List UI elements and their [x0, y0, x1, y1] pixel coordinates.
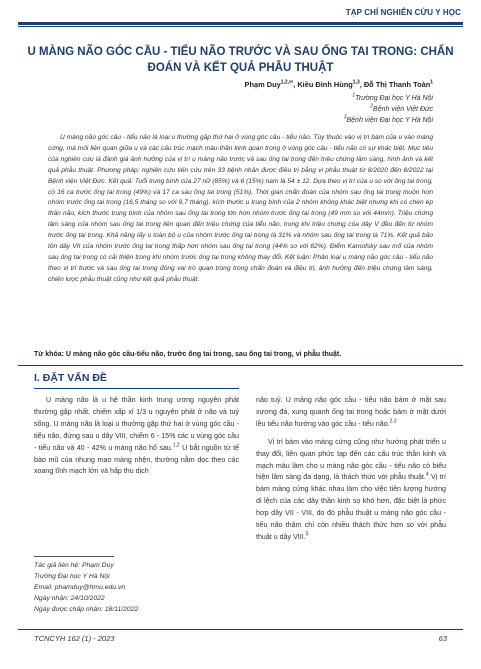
- footnote-line: Ngày nhận: 24/10/2022: [34, 595, 105, 603]
- body-paragraph: U màng não là u hệ thần kinh trung ương nguyên phát thường gặp nhất, chiếm xấp xỉ 1/3 u nguyên phát ở não và tuỷ sống. U màng não là loại u thường gặp thứ hai ở vùng góc cầu - tiểu não, đứng sau u dây VIII, chiếm 6 - 15% các u vùng góc cầu - tiểu não và 40 - 42% u màng não hố sau.$^{1,2}$ U bắt nguồn từ tế bào mũ của nhung mao màng nhện, thường nằm dọc theo các xoang tĩnh mạch lớn và hấp thu dịch: [34, 396, 239, 476]
- author-affiliation-mark: 1,3: [352, 79, 360, 86]
- footnote-line: Tác giả liên hệ: Phạm Duy: [34, 562, 114, 569]
- affiliation: $^2$Bệnh viện Việt Đức: [370, 103, 433, 113]
- body-paragraph: não tuỷ. U màng não góc cầu - tiểu não bám ở mặt sau xương đá, xung quanh ống tai trong hoặc bám ở mặt dưới lều tiểu não hướng vào góc cầu - tiểu não.$^{2,3}$: [256, 396, 446, 428]
- author-name: Phạm Duy: [244, 80, 281, 89]
- affiliation: $^3$Bệnh viện Đại học Y Hà Nội: [343, 114, 433, 124]
- article-title: U MÀNG NÃO GÓC CẦU - TIỂU NÃO TRƯỚC VÀ SAU ỐNG TAI TRONG: CHẨN ĐOÁN VÀ KẾT QUẢ PHẪU THUẬT: [27, 46, 454, 74]
- keywords-text: U màng não góc cầu-tiểu não, trước ống tai trong, sau ống tai trong, vi phẫu thuật.: [65, 351, 342, 358]
- affiliation-list: [344, 93, 433, 126]
- author-list: Phạm Duy$^{1,2,✉}$, Kiều Đình Hùng$^{1,3}$, Đỗ Thị Thanh Toàn$^1$: [244, 79, 433, 89]
- footer-journal: TCNCYH 162 (1) - 2023: [34, 634, 115, 643]
- footnote-line: Email: phamduy@hmu.edu.vn: [34, 584, 126, 592]
- author-affiliation-mark: 1: [430, 79, 433, 86]
- footer-rule: [18, 629, 463, 630]
- page-number: 63: [438, 634, 447, 643]
- citation: 5: [305, 531, 309, 538]
- body-column-right: [256, 395, 446, 550]
- footnote-rule: [34, 556, 114, 557]
- corresponding-author-footnote: [34, 560, 138, 615]
- keywords-label: Từ khóa:: [34, 351, 64, 358]
- keywords-rule: [18, 365, 463, 366]
- body-column-left: [34, 395, 239, 484]
- abstract: U màng não góc cầu - tiểu não là loại u thường gặp thứ hai ở vùng góc cầu - tiểu não. Tùy thuộc vào vị trí bám của u vào màng cứng, mà mối liên quan giữa u và các cấu trúc mạch máu-thần kinh quan trọng ở vùng góc cầu - tiểu não có sự khác biệt. Mục tiêu của nghiên cứu là đánh giá ảnh hưởng của vị trí u màng não trước và sau ống tai trong đến triệu chứng lâm sàng, hình ảnh và kết quả phẫu thuật. Phương pháp: nghiên cứu tiến cứu trên 33 bệnh nhân được điều trị bằng vi phẫu thuật từ 8/2020 đến 8/2022 tại Bệnh viện Việt Đức. Kết quả: Tuổi trung bình của 27 nữ (85%) và 6 (15%) nam là 54 ± 12. Dựa theo vị trí của u so với ống tai trong, có 16 ca trước ống tai trong (49%) và 17 ca sau ống tai trong (51%). Thời gian chẩn đoán của nhóm sau ống tai trong muộn hơn nhóm trước ống tai trong (16,5 tháng so với 9,7 tháng), kích thước u trung bình của 2 nhóm không khác biệt nhưng khi có chèn ép thân não, kích thước trung bình của nhóm sau ống tai trong lớn hơn nhóm trước ống tai trong (49 mm so với 44mm). Triệu chứng lâm sàng của nhóm sau ống tai trong liên quan đến triệu chứng của tiểu não, trong khi triệu chứng của dây V đều đến từ nhóm trước ống tai trong. Khả năng lấy u toàn bộ u của nhóm trước ống tai trong là 31% và nhóm sau ống tai trong là 71%. Kết quả bảo tồn dây VII của nhóm trước ống tai trong thấp hơn nhóm sau ống tai trong (44% so với 82%). Điểm Karnofsky sau mổ của nhóm sau ống tai trong có cải thiện trong khi nhóm trước ống tai trong không thay đổi. Kết luận: Phân loại u màng não góc cầu - tiểu não theo vị trí trước và sau ống tai trong đóng vai trò quan trọng trong chẩn đoán và điều trị, ảnh hưởng đến triệu chứng lâm sàng, chiến lược phẫu thuật cũng như kết quả phẫu thuật.: [48, 134, 433, 283]
- author-affiliation-mark: 1,2,✉: [280, 79, 294, 86]
- footnote-line: Ngày được chấp nhận: 18/11/2022: [34, 606, 139, 614]
- journal-section-header: TẠP CHÍ NGHIÊN CỨU Y HỌC: [345, 8, 461, 17]
- citation: 1,2: [172, 442, 180, 449]
- citation: 4: [425, 472, 429, 479]
- header-rule-thin: [18, 26, 463, 27]
- section-heading: I. ĐẶT VẤN ĐỀ: [34, 372, 107, 384]
- header-rule: [18, 22, 463, 25]
- author-name: Đỗ Thị Thanh Toàn: [363, 80, 431, 89]
- citation: 2,3: [389, 418, 397, 425]
- author-name: Kiều Đình Hùng: [297, 80, 353, 89]
- keywords: [34, 351, 447, 358]
- affiliation: $^1$Trường Đại học Y Hà Nội: [352, 92, 433, 102]
- section-rule: [34, 388, 239, 389]
- footnote-line: Trường Đại học Y Hà Nội: [34, 573, 110, 581]
- body-paragraph: Vị trí bám vào màng cứng cũng như hướng phát triển u thay đổi, liên quan phức tạp đến các cấu trúc thần kinh và mạch máu làm cho u màng não góc cầu - tiểu não có biểu hiện lâm sàng đa dạng, là thách thức với phẫu thuật.$^4$ Vị trí bám màng cứng khác nhau làm cho việc tiên lượng hướng di lệch của các dây thần kinh sọ khó hơn, đặc biệt là phức hợp dây VII - VIII, do đó phẫu thuật u màng não góc cầu - tiểu não thậm chí còn nhiều thách thức hơn so với phẫu thuật u dây VIII.$^5$: [256, 437, 446, 541]
